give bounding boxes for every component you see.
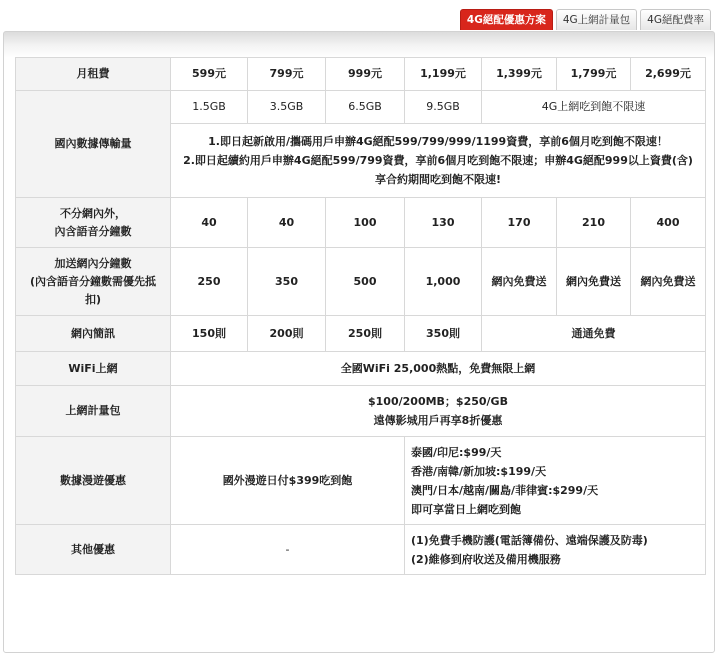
monthly-fee-1199: 1,199元	[405, 58, 482, 91]
row-label-monthly-fee: 月租費	[16, 58, 171, 91]
cross-network-label-line-2: 內含語音分鐘數	[54, 224, 132, 238]
onnet-sms-3: 250則	[326, 316, 405, 352]
data-pack-value	[171, 386, 706, 437]
cross-network-minutes-6: 210	[557, 198, 631, 248]
data-volume-3: 6.5GB	[326, 91, 405, 124]
onnet-sms-free: 通通免費	[482, 316, 706, 352]
onnet-sms-1: 150則	[171, 316, 248, 352]
data-volume-4: 9.5GB	[405, 91, 482, 124]
data-note-line-2: 2.即日起續約用戶申辦4G絕配599/799資費，享前6個月吃到飽不限速；申辦4G絕配999以上資費(含)	[183, 154, 693, 167]
data-note-line-3: 享合約期間吃到飽不限速!	[374, 173, 502, 186]
roaming-line-1: 泰國/印尼:$99/天	[411, 445, 502, 459]
monthly-fee-799: 799元	[248, 58, 326, 91]
table-row-onnet-sms	[16, 316, 706, 352]
data-volume-1: 1.5GB	[171, 91, 248, 124]
onnet-label-line-1: 加送網內分鐘數	[54, 256, 132, 270]
cross-network-label-line-1: 不分網內外，	[60, 206, 126, 220]
plan-comparison-table	[15, 57, 706, 575]
row-label-roaming: 數據漫遊優惠	[16, 437, 171, 525]
plan-tabs	[460, 9, 711, 30]
table-row-cross-network-minutes	[16, 198, 706, 248]
row-label-domestic-data: 國內數據傳輸量	[16, 91, 171, 198]
onnet-label-line-2: (內含語音分鐘數需優先抵	[29, 274, 157, 288]
monthly-fee-1399: 1,399元	[482, 58, 557, 91]
row-label-wifi: WiFi上網	[16, 352, 171, 386]
other-line-1: (1)免費手機防護(電話簿備份、遠端保護及防毒)	[411, 533, 648, 547]
row-label-cross-network-minutes	[16, 198, 171, 248]
data-pack-line-1: $100/200MB；$250/GB	[368, 395, 508, 408]
cross-network-minutes-1: 40	[171, 198, 248, 248]
table-row-domestic-data	[16, 91, 706, 124]
cross-network-minutes-2: 40	[248, 198, 326, 248]
roaming-line-4: 即可享當日上網吃到飽	[411, 502, 521, 516]
cross-network-minutes-7: 400	[631, 198, 706, 248]
roaming-daily-cap: 國外漫遊日付$399吃到飽	[171, 437, 405, 525]
wifi-value: 全國WiFi 25,000熱點，免費無限上網	[171, 352, 706, 386]
tab-4g-plan-rates[interactable]: 4G絕配費率	[640, 9, 711, 30]
other-line-2: (2)維修到府收送及備用機服務	[411, 552, 561, 566]
data-unlimited: 4G上網吃到飽不限速	[482, 91, 706, 124]
row-label-onnet-sms: 網內簡訊	[16, 316, 171, 352]
data-promo-note	[171, 124, 706, 198]
table-row-data-pack	[16, 386, 706, 437]
roaming-line-2: 香港/南韓/新加坡:$199/天	[411, 464, 547, 478]
onnet-minutes-6: 網內免費送	[557, 248, 631, 316]
onnet-minutes-3: 500	[326, 248, 405, 316]
tab-4g-plan-offers[interactable]: 4G絕配優惠方案	[460, 9, 553, 30]
other-benefits	[405, 525, 706, 575]
data-pack-line-2: 遠傳影城用戶再享8折優惠	[373, 414, 503, 427]
cross-network-minutes-4: 130	[405, 198, 482, 248]
cross-network-minutes-5: 170	[482, 198, 557, 248]
table-row-onnet-minutes	[16, 248, 706, 316]
row-label-onnet-minutes	[16, 248, 171, 316]
onnet-minutes-2: 350	[248, 248, 326, 316]
monthly-fee-2699: 2,699元	[631, 58, 706, 91]
onnet-sms-2: 200則	[248, 316, 326, 352]
table-row-roaming	[16, 437, 706, 525]
monthly-fee-999: 999元	[326, 58, 405, 91]
monthly-fee-599: 599元	[171, 58, 248, 91]
monthly-fee-1799: 1,799元	[557, 58, 631, 91]
table-row-monthly-fee	[16, 58, 706, 91]
onnet-minutes-5: 網內免費送	[482, 248, 557, 316]
table-row-wifi	[16, 352, 706, 386]
onnet-minutes-1: 250	[171, 248, 248, 316]
row-label-data-pack: 上網計量包	[16, 386, 171, 437]
data-volume-2: 3.5GB	[248, 91, 326, 124]
roaming-region-rates	[405, 437, 706, 525]
onnet-minutes-7: 網內免費送	[631, 248, 706, 316]
tab-4g-data-pack[interactable]: 4G上網計量包	[556, 9, 637, 30]
cross-network-minutes-3: 100	[326, 198, 405, 248]
row-label-other: 其他優惠	[16, 525, 171, 575]
other-left-value: -	[171, 525, 405, 575]
onnet-minutes-4: 1,000	[405, 248, 482, 316]
data-note-line-1: 1.即日起新啟用/攜碼用戶申辦4G絕配599/799/999/1199資費，享前6個月吃到飽不限速！	[208, 135, 668, 148]
table-row-other	[16, 525, 706, 575]
onnet-sms-4: 350則	[405, 316, 482, 352]
roaming-line-3: 澳門/日本/越南/關島/菲律賓:$299/天	[411, 483, 599, 497]
onnet-label-line-3: 扣)	[84, 292, 102, 306]
